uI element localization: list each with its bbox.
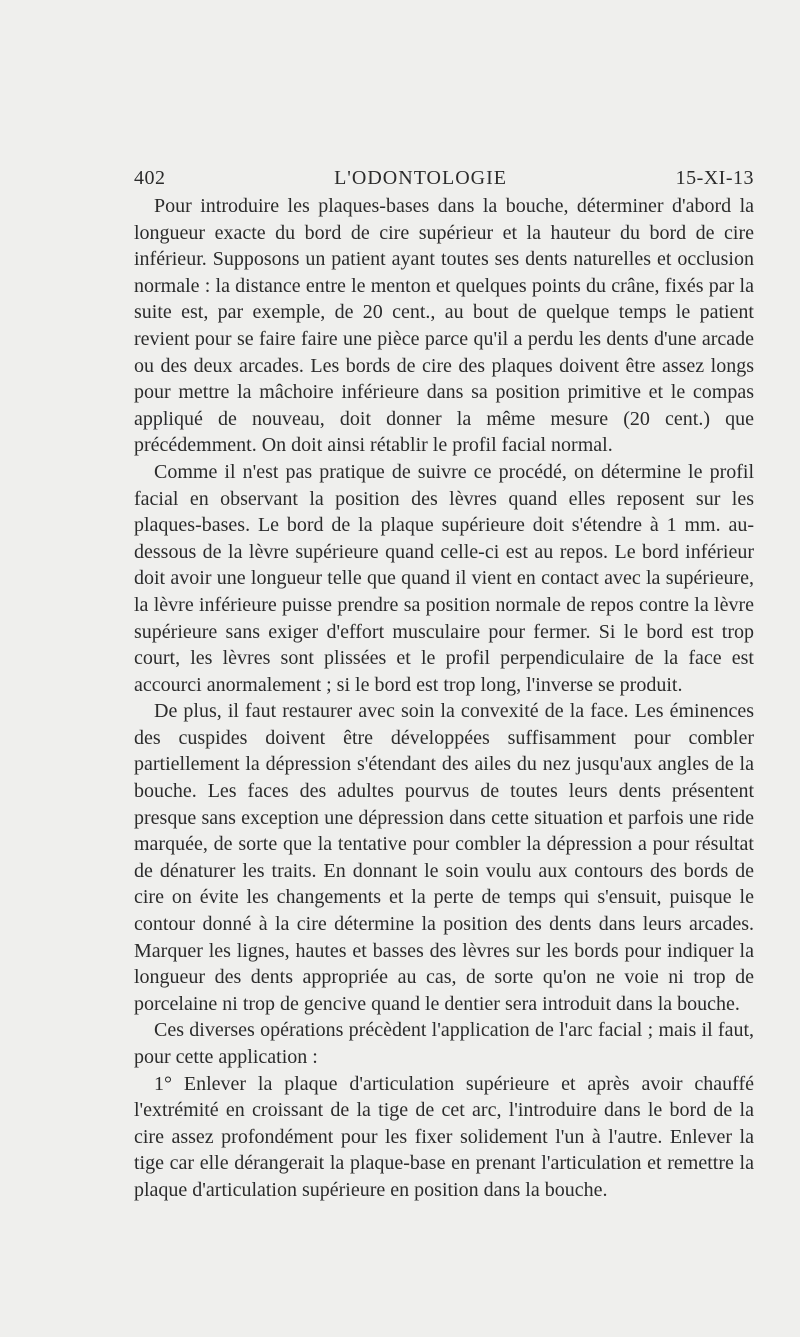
page-number: 402 — [134, 167, 166, 189]
journal-title: L'ODONTOLOGIE — [334, 167, 507, 189]
paragraph: De plus, il faut restaurer avec soin la convexité de la face. Les éminences des cuspides doivent être développées suffisamment pour combler partiellement la dépression s'étendant des ailes du nez jusqu'aux angles de la bouche. Les faces des adultes pourvus de toutes leurs dents présentent presque sans exception une dépression dans cette situation et parfois une ride marquée, de sorte que la tentative pour combler la dépression a pour résultat de dénaturer les traits. En donnant le soin voulu aux contours des bords de cire on évite les changements et la perte de temps qui s'ensuit, puisque le contour donné à la cire détermine la position des dents dans leurs arcades. Marquer les lignes, hautes et basses des lèvres sur les bords pour indiquer la longueur des dents appropriée au cas, de sorte qu'on ne voie ni trop de porcelaine ni trop de gencive quand le dentier sera introduit dans la bouche. — [134, 700, 754, 1015]
body-text — [134, 193, 754, 1204]
paragraph: Pour introduire les plaques-bases dans la bouche, déterminer d'abord la longueur exacte du bord de cire supérieur et la hauteur du bord de cire inférieur. Supposons un patient ayant toutes ses dents naturelles et occlusion normale : la distance entre le menton et quelques points du crâne, fixés par la suite est, par exemple, de 20 cent., au bout de quelque temps le patient revient pour se faire faire une pièce parce qu'il a perdu les dents d'une arcade ou des deux arcades. Les bords de cire des plaques doivent être assez longs pour mettre la mâchoire inférieure dans sa position primitive et le compas appliqué de nouveau, doit donner la même mesure (20 cent.) que précédemment. On doit ainsi rétablir le profil facial normal. — [134, 195, 754, 457]
paragraph: Comme il n'est pas pratique de suivre ce procédé, on détermine le profil facial en observant la position des lèvres quand elles reposent sur les plaques-bases. Le bord de la plaque supérieure doit s'étendre à 1 mm. au-dessous de la lèvre supérieure quand celle-ci est au repos. Le bord inférieur doit avoir une longueur telle que quand il vient en contact avec la supérieure, la lèvre inférieure puisse prendre sa position normale de repos contre la lèvre supérieure sans exiger d'effort musculaire pour fermer. Si le bord est trop court, les lèvres sont plissées et le profil perpendiculaire de la face est accourci anormalement ; si le bord est trop long, l'inverse se produit. — [134, 460, 754, 696]
book-page — [134, 165, 754, 1204]
paragraph: Ces diverses opérations précèdent l'application de l'arc facial ; mais il faut, pour cette application : — [134, 1019, 754, 1068]
running-header — [134, 165, 754, 193]
issue-date: 15-XI-13 — [675, 167, 754, 189]
paragraph: 1° Enlever la plaque d'articulation supérieure et après avoir chauffé l'extrémité en croissant de la tige de cet arc, l'introduire dans le bord de la cire assez profondément pour les fixer solidement l'un à l'autre. Enlever la tige car elle dérangerait la plaque-base en prenant l'articulation et remettre la plaque d'articulation supérieure en position dans la bouche. — [134, 1072, 754, 1201]
